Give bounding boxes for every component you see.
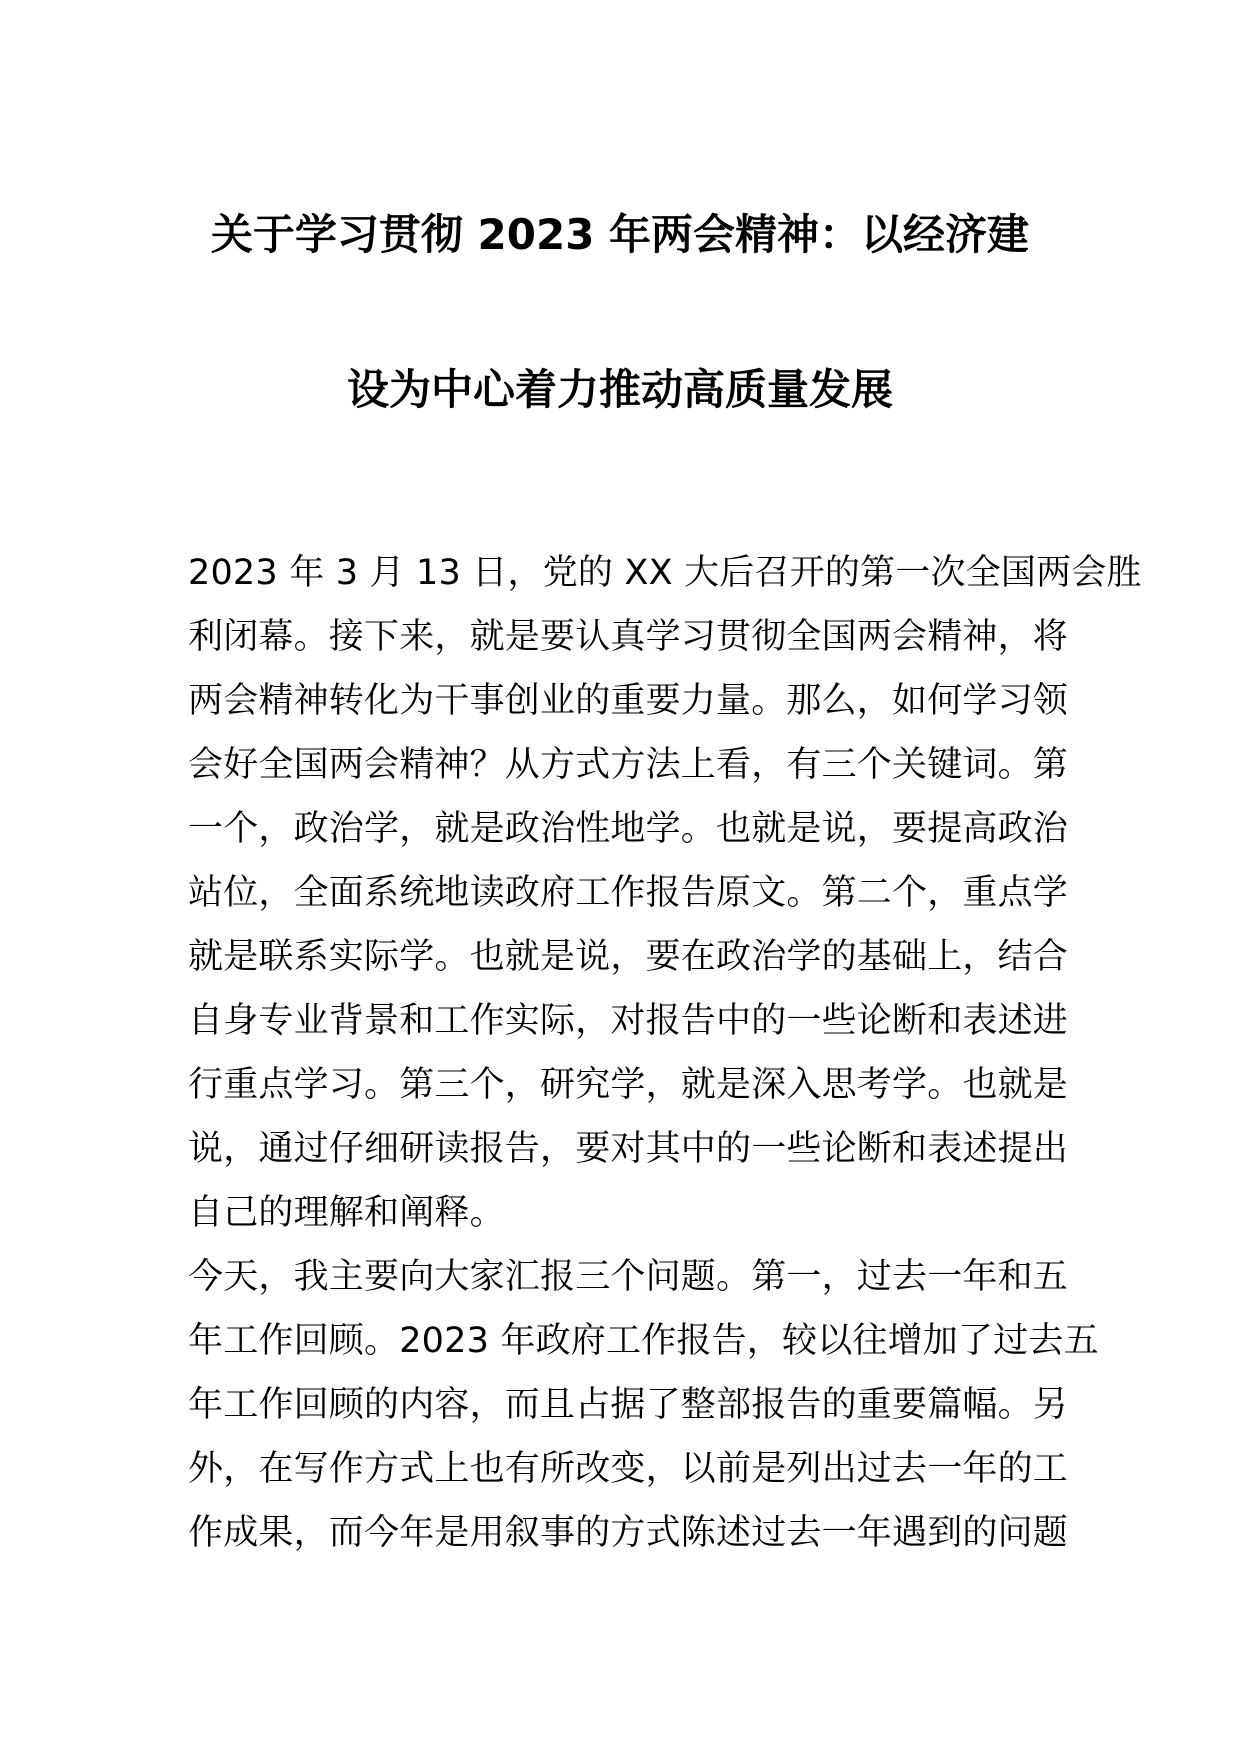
body-line: 作成果，而今年是用叙事的方式陈述过去一年遇到的问题 (188, 1513, 1069, 1553)
body-line: 就是联系实际学。也就是说，要在政治学的基础上，结合 (188, 937, 1069, 977)
body-line: 一个，政治学，就是政治性地学。也就是说，要提高政治 (188, 809, 1069, 849)
document-title-line-1: 关于学习贯彻 2023 年两会精神：以经济建 (210, 210, 1030, 259)
body-line: 两会精神转化为干事创业的重要力量。那么，如何学习领 (188, 681, 1069, 721)
body-line: 站位，全面系统地读政府工作报告原文。第二个，重点学 (188, 873, 1069, 913)
body-line: 今天，我主要向大家汇报三个问题。第一，过去一年和五 (188, 1257, 1069, 1297)
body-line: 会好全国两会精神？从方式方法上看，有三个关键词。第 (188, 745, 1069, 785)
body-line: 年工作回顾的内容，而且占据了整部报告的重要篇幅。另 (188, 1385, 1069, 1425)
body-line: 自己的理解和阐释。 (188, 1193, 505, 1233)
document-title-line-2: 设为中心着力推动高质量发展 (346, 365, 893, 414)
body-line: 年工作回顾。2023 年政府工作报告，较以往增加了过去五 (188, 1321, 1099, 1361)
body-line: 自身专业背景和工作实际，对报告中的一些论断和表述进 (188, 1001, 1069, 1041)
body-line: 2023 年 3 月 13 日，党的 XX 大后召开的第一次全国两会胜 (188, 553, 1142, 593)
body-line: 外，在写作方式上也有所改变，以前是列出过去一年的工 (188, 1449, 1069, 1489)
body-line: 说，通过仔细研读报告，要对其中的一些论断和表述提出 (188, 1129, 1069, 1169)
body-line: 行重点学习。第三个，研究学，就是深入思考学。也就是 (188, 1065, 1069, 1105)
body-line: 利闭幕。接下来，就是要认真学习贯彻全国两会精神，将 (188, 617, 1069, 657)
